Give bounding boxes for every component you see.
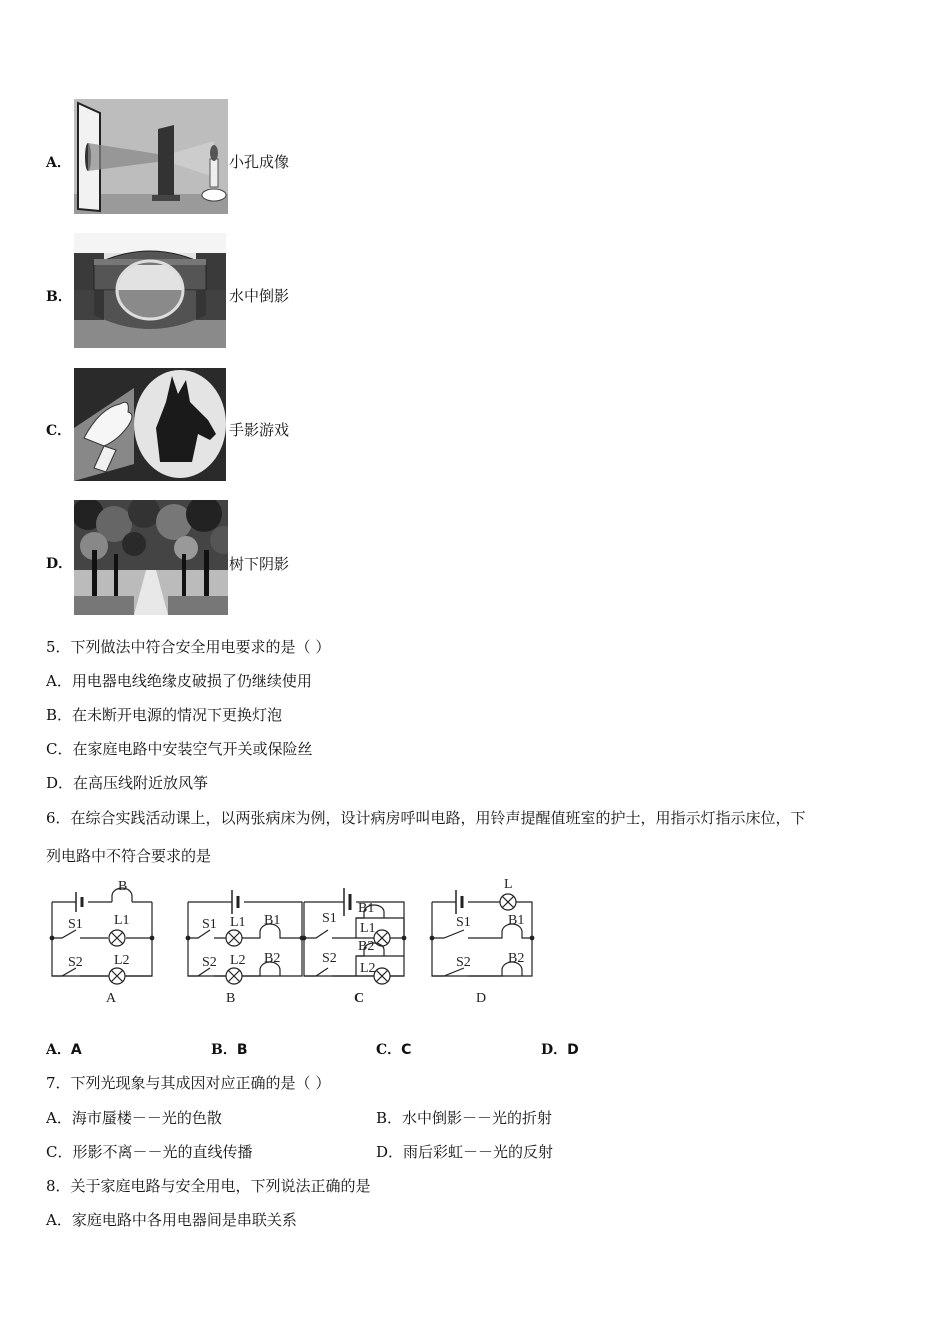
option-a: A．家庭电路中各用电器间是串联关系 [46,1211,297,1229]
option-value: B [236,1042,248,1058]
label-l1: L1 [360,921,376,936]
question-stem: 5．下列做法中符合安全用电要求的是（ ） [46,638,331,656]
label-s1: S1 [68,917,83,932]
label-s2: S2 [202,955,217,970]
circuit-c [302,888,406,984]
question-stem-line-1: 6．在综合实践活动课上，以两张病床为例，设计病房呼叫电路，用铃声提醒值班室的护士，用指示灯指示床位，下 [46,809,806,827]
label-b: B [118,879,128,894]
label-s1: S1 [322,911,337,926]
option-letter: C． [376,1042,402,1058]
circuit-label-c: C [354,991,365,1006]
option-letter: B． [46,289,72,305]
label-s2: S2 [322,951,337,966]
label-b1: B1 [508,913,525,928]
label-l2: L2 [230,953,246,968]
option-c [376,1040,411,1059]
option-a: A．用电器电线绝缘皮破损了仍继续使用 [46,672,312,690]
option-b [211,1040,248,1059]
circuit-label-b: B [226,991,236,1006]
option-c: C．在家庭电路中安装空气开关或保险丝 [46,740,313,758]
circuit-a [50,888,154,984]
option-a: A．海市蜃楼－－光的色散 [46,1109,222,1127]
label-b1: B1 [358,901,375,916]
option-b: B．在未断开电源的情况下更换灯泡 [46,706,283,724]
label-l2: L2 [114,953,130,968]
question-stem-line-2: 列电路中不符合要求的是 [46,847,212,865]
option-letter: A． [46,155,71,171]
option-a [46,1040,82,1059]
label-s2: S2 [456,955,471,970]
option-value: D [567,1042,579,1058]
option-letter: A． [46,1042,71,1058]
hand-shadow-photo [74,368,226,481]
question-stem: 8．关于家庭电路与安全用电，下列说法正确的是 [46,1177,371,1195]
circuit-label-d: D [476,991,487,1006]
label-s1: S1 [456,915,471,930]
option-value: A [70,1042,82,1058]
option-letter: C． [46,423,72,439]
option-c: C．形影不离－－光的直线传播 [46,1143,253,1161]
label-b2: B2 [264,951,281,966]
option-letter: B． [211,1042,237,1058]
option-d [541,1040,579,1059]
label-l1: L1 [230,915,246,930]
label-s1: S1 [202,917,217,932]
label-l: L [504,878,513,892]
tree-shade-photo [74,500,228,615]
option-caption: 手影游戏 [229,421,290,439]
circuit-label-a: A [106,991,117,1006]
label-b2: B2 [508,951,525,966]
label-l2: L2 [360,961,376,976]
option-letter: D． [46,556,73,572]
pinhole-camera-photo [74,99,228,214]
bridge-reflection-photo [74,233,226,348]
option-d: D．在高压线附近放风筝 [46,774,209,792]
question-stem: 7．下列光现象与其成因对应正确的是（ ） [46,1074,331,1092]
circuit-diagrams [40,878,550,1008]
option-letter: D． [541,1042,568,1058]
label-s2: S2 [68,955,83,970]
option-value: C [401,1042,412,1058]
option-caption: 树下阴影 [229,555,290,573]
label-b2: B2 [358,939,375,954]
option-caption: 小孔成像 [229,153,290,171]
label-b1: B1 [264,913,281,928]
label-l1: L1 [114,913,130,928]
option-d: D．雨后彩虹－－光的反射 [376,1143,554,1161]
option-caption: 水中倒影 [229,287,290,305]
option-b: B．水中倒影－－光的折射 [376,1109,553,1127]
